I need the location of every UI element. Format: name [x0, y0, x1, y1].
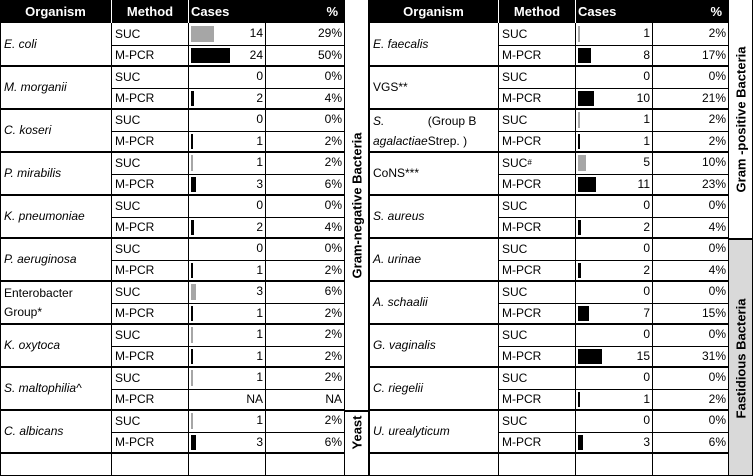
- method-label: [112, 389, 188, 411]
- left-header-percent-label: %: [326, 4, 338, 19]
- cases-value: 3: [256, 176, 263, 191]
- cases-value: 0: [643, 413, 650, 427]
- organism-label: C. riegelii: [373, 381, 424, 395]
- percent-value: 4%: [708, 219, 726, 234]
- cases-value: 2: [643, 219, 650, 234]
- percent-value: 4%: [324, 90, 342, 105]
- cases-value: 14: [249, 26, 263, 40]
- method-label: [499, 23, 575, 45]
- percent-value: 2%: [324, 348, 342, 363]
- percent-value: 0%: [324, 198, 342, 212]
- method-label: [499, 131, 575, 153]
- method-label: [499, 281, 575, 303]
- organism-name: [0, 23, 111, 66]
- method-text: SUC: [502, 155, 528, 170]
- method-label: [112, 88, 188, 110]
- method-text: M-PCR: [502, 435, 542, 450]
- cases-value: 1: [643, 26, 650, 40]
- organism-name: [369, 367, 498, 410]
- half-divider: [344, 0, 345, 476]
- organism-name: [369, 195, 498, 238]
- organism-name: [0, 324, 111, 367]
- method-text: M-PCR: [115, 435, 155, 450]
- percent-value: 0%: [708, 69, 726, 83]
- cases-value: 3: [256, 434, 263, 449]
- label-gram-negative-text: Gram-negative Bacteria: [349, 132, 365, 278]
- method-text: SUC: [502, 327, 528, 342]
- method-label: [112, 410, 188, 432]
- right-header-method: Method: [499, 0, 575, 23]
- cases-value: 1: [643, 391, 650, 406]
- right-header-percent-label: %: [710, 4, 722, 19]
- cases-value: 1: [643, 112, 650, 126]
- column-divider: [652, 23, 653, 476]
- organism-label: C. koseri: [4, 123, 52, 137]
- organism-label: C. albicans: [4, 424, 64, 438]
- cases-value: 0: [256, 112, 263, 126]
- organism-name: [369, 324, 498, 367]
- organism-label: P. aeruginosa: [4, 252, 77, 266]
- column-divider: [265, 23, 266, 476]
- cases-value: 15: [636, 348, 650, 363]
- method-label: [112, 131, 188, 153]
- method-label: [499, 324, 575, 346]
- percent-value: 2%: [324, 370, 342, 384]
- cases-value: 8: [643, 47, 650, 62]
- method-label: [499, 66, 575, 88]
- organism-label: M. morganii: [4, 80, 67, 94]
- organism-label: A. urinae: [373, 252, 422, 266]
- organism-name: [0, 109, 111, 152]
- method-label: [112, 346, 188, 368]
- method-label: [499, 410, 575, 432]
- percent-value: 2%: [708, 133, 726, 148]
- method-text: M-PCR: [502, 91, 542, 106]
- percent-value: 2%: [324, 413, 342, 427]
- cases-value: 0: [256, 198, 263, 212]
- method-label: [112, 281, 188, 303]
- method-text: M-PCR: [115, 349, 155, 364]
- method-text: M-PCR: [115, 177, 155, 192]
- organism-label: U. urealyticum: [373, 424, 450, 438]
- cases-value: 1: [256, 370, 263, 384]
- method-text: SUC: [115, 370, 141, 385]
- percent-value: 4%: [708, 262, 726, 277]
- percent-value: 2%: [324, 133, 342, 148]
- cases-value: 0: [256, 69, 263, 83]
- method-text: M-PCR: [115, 134, 155, 149]
- method-text: SUC: [502, 198, 528, 213]
- percent-value: 4%: [324, 219, 342, 234]
- percent-value: 0%: [324, 112, 342, 126]
- percent-value: 2%: [324, 262, 342, 277]
- method-label: [112, 45, 188, 67]
- method-label: [112, 66, 188, 88]
- method-label: [112, 23, 188, 45]
- percent-value: 2%: [708, 391, 726, 406]
- method-label: [499, 88, 575, 110]
- method-label: [499, 45, 575, 67]
- cases-value: 0: [256, 241, 263, 255]
- percent-value: 0%: [708, 370, 726, 384]
- percent-value: 0%: [324, 241, 342, 255]
- label-gram-positive-text: Gram -positive Bacteria: [733, 46, 749, 192]
- cases-value: 3: [643, 434, 650, 449]
- method-label: [112, 195, 188, 217]
- method-label: [499, 367, 575, 389]
- method-text: M-PCR: [502, 220, 542, 235]
- percent-value: 2%: [324, 155, 342, 169]
- percent-value: 10%: [701, 155, 726, 169]
- right-header-cases-label: Cases: [578, 4, 617, 19]
- organism-label-suffix: (Group B Strep. ): [427, 113, 477, 148]
- organism-name: [0, 367, 111, 410]
- label-fastidious: [728, 238, 753, 476]
- percent-value: 0%: [324, 69, 342, 83]
- method-text: SUC: [502, 241, 528, 256]
- method-text: M-PCR: [115, 306, 155, 321]
- method-label: [112, 367, 188, 389]
- method-text: M-PCR: [502, 134, 542, 149]
- right-header-organism: Organism: [369, 0, 498, 23]
- group-divider: [0, 452, 344, 454]
- method-text: M-PCR: [502, 263, 542, 278]
- half-divider: [368, 0, 370, 476]
- percent-value: 6%: [324, 284, 342, 298]
- cases-value: 0: [643, 284, 650, 298]
- cases-value: 1: [256, 155, 263, 169]
- organism-label: P. mirabilis: [4, 166, 62, 180]
- method-text: SUC: [115, 327, 141, 342]
- method-label: [112, 109, 188, 131]
- side-label-divider: [728, 0, 729, 476]
- organism-name: [369, 152, 498, 195]
- cases-value: 0: [643, 198, 650, 212]
- percent-value: 0%: [708, 284, 726, 298]
- organism-label: VGS**: [373, 80, 408, 94]
- column-divider: [575, 23, 576, 476]
- method-text: M-PCR: [115, 263, 155, 278]
- method-text: SUC: [115, 413, 141, 428]
- label-gram-positive: [728, 0, 753, 238]
- method-text: M-PCR: [115, 91, 155, 106]
- method-text: M-PCR: [502, 177, 542, 192]
- cases-value: 7: [643, 305, 650, 320]
- left-header-cases: [189, 0, 344, 23]
- method-label: [499, 389, 575, 411]
- left-header-cases-label: Cases: [191, 4, 230, 19]
- table-border-left: [0, 0, 1, 476]
- cases-value: 2: [643, 262, 650, 277]
- organism-name: [0, 281, 111, 324]
- percent-value: 2%: [708, 112, 726, 126]
- percent-value: 21%: [701, 90, 726, 105]
- label-fastidious-text: Fastidious Bacteria: [733, 298, 748, 418]
- percent-value: 17%: [701, 47, 726, 62]
- method-label: [499, 195, 575, 217]
- percent-value: 2%: [324, 305, 342, 320]
- method-text: SUC: [502, 69, 528, 84]
- percent-value: 0%: [708, 198, 726, 212]
- method-text: SUC: [502, 284, 528, 299]
- method-label: [499, 346, 575, 368]
- cases-value: 1: [256, 413, 263, 427]
- method-text: M-PCR: [115, 220, 155, 235]
- cases-value: 24: [249, 47, 263, 62]
- organism-name: [369, 66, 498, 109]
- method-label: [112, 260, 188, 282]
- percent-value: 6%: [708, 434, 726, 449]
- cases-value: 1: [256, 133, 263, 148]
- column-divider: [111, 23, 112, 476]
- organism-name: [0, 238, 111, 281]
- organism-name: [0, 195, 111, 238]
- percent-value: 31%: [701, 348, 726, 363]
- organism-label: G. vaginalis: [373, 338, 436, 352]
- method-label: [112, 217, 188, 239]
- percent-value: 23%: [701, 176, 726, 191]
- cases-value: 1: [643, 133, 650, 148]
- method-label: [499, 260, 575, 282]
- organism-label: Enterobacter Group*: [4, 285, 73, 319]
- percent-value: 50%: [317, 47, 342, 62]
- method-text: M-PCR: [502, 349, 542, 364]
- method-label: [499, 303, 575, 325]
- cases-value: 1: [256, 305, 263, 320]
- organism-name: [369, 23, 498, 66]
- cases-value: 3: [256, 284, 263, 298]
- method-footnote-mark: #: [527, 158, 532, 168]
- method-text: SUC: [502, 370, 528, 385]
- percent-value: 6%: [324, 176, 342, 191]
- organism-label: A. schaalii: [373, 295, 428, 309]
- organism-label: S. aureus: [373, 209, 425, 223]
- method-text: M-PCR: [115, 48, 155, 63]
- percent-value: 29%: [317, 26, 342, 40]
- method-text: SUC: [115, 112, 141, 127]
- method-text: SUC: [115, 26, 141, 41]
- method-label: [112, 432, 188, 454]
- method-text: SUC: [115, 284, 141, 299]
- method-text: SUC: [502, 112, 528, 127]
- method-text: M-PCR: [502, 48, 542, 63]
- cases-value: 11: [637, 176, 650, 191]
- method-label: [499, 238, 575, 260]
- percent-value: 2%: [324, 327, 342, 341]
- cases-value: 1: [256, 327, 263, 341]
- left-header-method: Method: [112, 0, 188, 23]
- left-header-organism: Organism: [0, 0, 111, 23]
- method-label: [499, 432, 575, 454]
- method-text: SUC: [115, 69, 141, 84]
- method-label: [499, 174, 575, 196]
- percent-value: 0%: [708, 241, 726, 255]
- organism-name: [0, 152, 111, 195]
- cases-value: 0: [643, 327, 650, 341]
- method-label: [112, 303, 188, 325]
- column-divider: [498, 23, 499, 476]
- cases-value: 10: [636, 90, 650, 105]
- cases-value: 1: [256, 348, 263, 363]
- method-text: SUC: [115, 198, 141, 213]
- method-label: [112, 324, 188, 346]
- percent-value: 2%: [708, 26, 726, 40]
- label-gram-negative: [344, 0, 369, 410]
- organism-name: [369, 410, 498, 453]
- method-text: M-PCR: [502, 392, 542, 407]
- organism-label: E. coli: [4, 37, 37, 51]
- method-label: [499, 152, 575, 174]
- organism-label: S. maltophilia^: [4, 381, 82, 395]
- percent-value: 0%: [708, 327, 726, 341]
- label-yeast: [344, 410, 369, 453]
- organism-label: E. faecalis: [373, 37, 429, 51]
- organism-label: CoNS***: [373, 166, 420, 180]
- percent-value: 15%: [701, 305, 726, 320]
- group-divider: [369, 452, 728, 454]
- cases-value: 0: [643, 69, 650, 83]
- cases-value: NA: [246, 391, 263, 406]
- method-text: SUC: [115, 241, 141, 256]
- cases-value: 1: [256, 262, 263, 277]
- method-text: M-PCR: [115, 392, 155, 407]
- cases-value: 2: [256, 219, 263, 234]
- method-text: SUC: [502, 26, 528, 41]
- organism-name: [369, 109, 498, 152]
- method-text: SUC: [502, 413, 528, 428]
- method-label: [112, 238, 188, 260]
- label-yeast-text: Yeast: [349, 415, 365, 450]
- percent-value: 6%: [324, 434, 342, 449]
- method-text: SUC: [115, 155, 141, 170]
- method-label: [112, 152, 188, 174]
- organism-label: K. oxytoca: [4, 338, 61, 352]
- organism-name: [0, 66, 111, 109]
- column-divider: [188, 23, 189, 476]
- organism-name: [369, 281, 498, 324]
- percent-value: 0%: [708, 413, 726, 427]
- organism-label: S. agalactiae: [373, 113, 428, 148]
- organism-label: K. pneumoniae: [4, 209, 85, 223]
- cases-value: 0: [643, 241, 650, 255]
- right-header-cases: [576, 0, 728, 23]
- cases-value: 2: [256, 90, 263, 105]
- method-label: [499, 217, 575, 239]
- organism-name: [0, 410, 111, 453]
- percent-value: NA: [325, 391, 342, 406]
- cases-value: 0: [643, 370, 650, 384]
- method-text: M-PCR: [502, 306, 542, 321]
- method-label: [499, 109, 575, 131]
- cases-value: 5: [643, 155, 650, 169]
- method-label: [112, 174, 188, 196]
- organism-name: [369, 238, 498, 281]
